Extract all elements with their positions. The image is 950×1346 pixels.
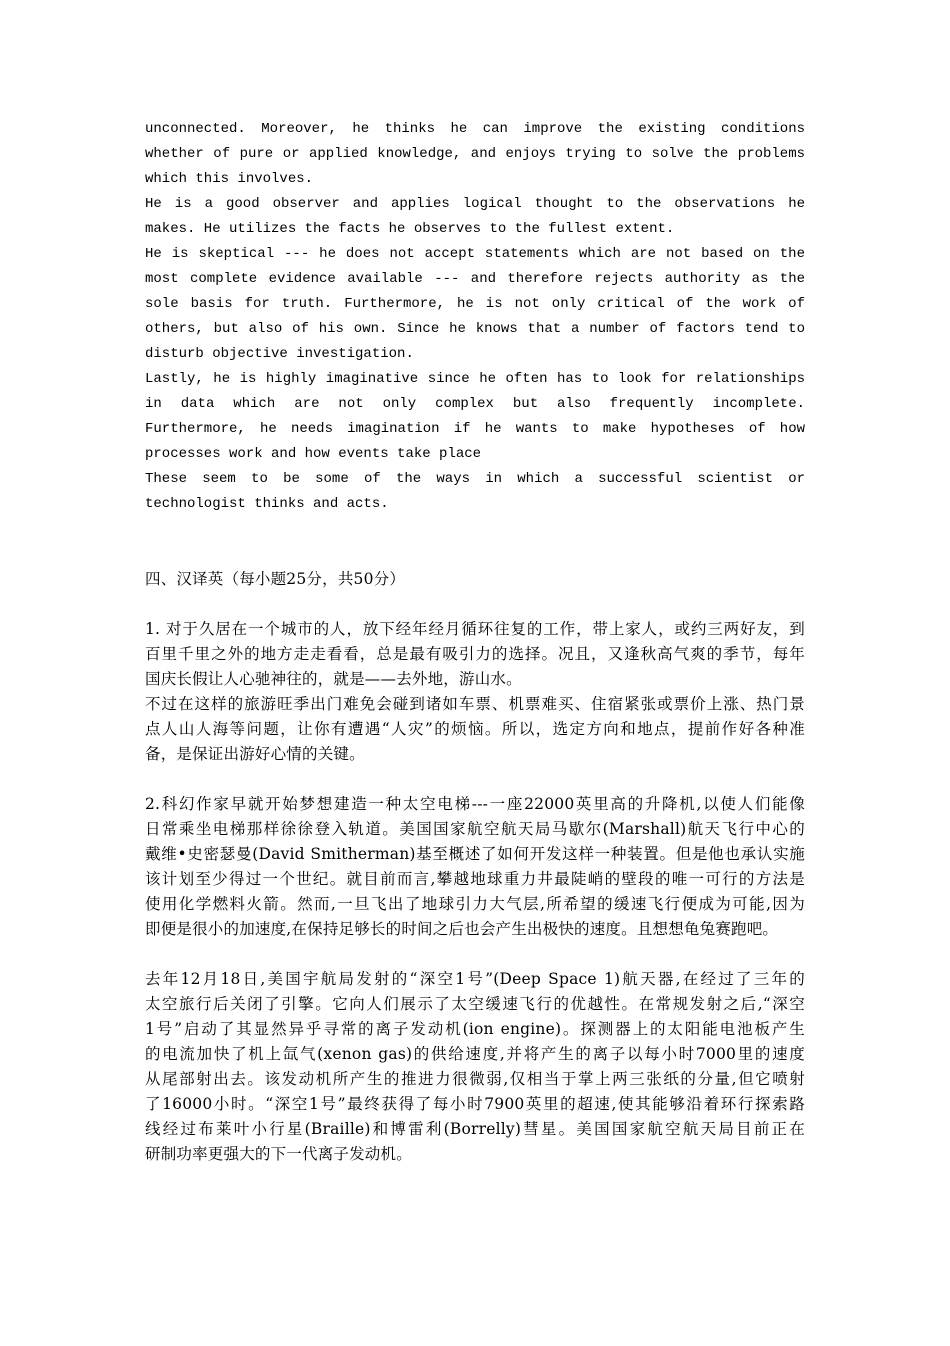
text-line: 了16000小时。“深空1号”最终获得了每小时7900英里的超速,使其能够沿着环行探索路 [145, 1095, 805, 1113]
text-line: which this involves. [145, 171, 314, 187]
text-line: 备，是保证出游好心情的关键。 [145, 745, 365, 763]
english-paragraph-4 [145, 367, 805, 467]
english-paragraph-3 [145, 242, 805, 367]
text-line: Lastly, he is highly imaginative since he often has to look for relationships [145, 371, 805, 387]
text-line: 2.科幻作家早就开始梦想建造一种太空电梯---一座22000英里高的升降机,以使人们能像 [145, 795, 805, 813]
paragraph-gap [145, 767, 805, 792]
text-line: 该计划至少得过一个世纪。就目前而言,攀越地球重力井最陡峭的壁段的唯一可行的方法是 [145, 870, 805, 888]
text-line: 1. 对于久居在一个城市的人，放下经年经月循环往复的工作，带上家人，或约三两好友，到 [145, 620, 805, 638]
text-line: 即便是很小的加速度,在保持足够长的时间之后也会产生出极快的速度。且想想龟兔赛跑吧。 [145, 920, 779, 938]
text-line: technologist thinks and acts. [145, 496, 389, 512]
text-line: 从尾部射出去。该发动机所产生的推进力很微弱,仅相当于掌上两三张纸的分量,但它喷射 [145, 1070, 805, 1088]
text-line: sole basis for truth. Furthermore, he is not only critical of the work of [145, 296, 805, 312]
text-line: whether of pure or applied knowledge, and enjoys trying to solve the problems [145, 146, 805, 162]
section-heading: 四、汉译英（每小题25分，共50分） [145, 570, 406, 588]
document-page [145, 117, 805, 1167]
text-line: 太空旅行后关闭了引擎。它向人们展示了太空缓速飞行的优越性。在常规发射之后,“深空 [145, 995, 805, 1013]
text-line: 1号”启动了其显然异乎寻常的离子发动机(ion engine)。探测器上的太阳能电池板产生 [145, 1020, 805, 1038]
text-line: 国庆长假让人心驰神往的，就是——去外地，游山水。 [145, 670, 522, 688]
text-line: 去年12月18日,美国宇航局发射的“深空1号”(Deep Space 1)航天器,在经过了三年的 [145, 970, 805, 988]
text-line: disturb objective investigation. [145, 346, 414, 362]
text-line: These seem to be some of the ways in which a successful scientist or [145, 471, 805, 487]
text-line: processes work and how events take place [145, 446, 482, 462]
text-line: 使用化学燃料火箭。然而,一旦飞出了地球引力大气层,所希望的缓速飞行便成为可能,因为 [145, 895, 805, 913]
text-line: 研制功率更强大的下一代离子发动机。 [145, 1145, 412, 1163]
question-2-paragraph-2 [145, 967, 805, 1167]
text-line: He is a good observer and applies logical thought to the observations he [145, 196, 805, 212]
text-line: in data which are not only complex but also frequently incomplete. [145, 396, 805, 412]
text-line: Furthermore, he needs imagination if he wants to make hypotheses of how [145, 421, 805, 437]
text-line: makes. He utilizes the facts he observes to the fullest extent. [145, 221, 675, 237]
text-line: 点人山人海等问题，让你有遭遇“人灾”的烦恼。所以，选定方向和地点，提前作好各种准 [145, 720, 805, 738]
text-line: 百里千里之外的地方走走看看，总是最有吸引力的选择。况且，又逢秋高气爽的季节，每年 [145, 645, 805, 663]
question-1 [145, 617, 805, 767]
text-line: 戴维•史密瑟曼(David Smitherman)基至概述了如何开发这样一种装置。但是他也承认实施 [145, 845, 805, 863]
text-line: others, but also of his own. Since he knows that a number of factors tend to [145, 321, 805, 337]
text-line: unconnected. Moreover, he thinks he can improve the existing conditions [145, 121, 805, 137]
text-line: 不过在这样的旅游旺季出门难免会碰到诸如车票、机票难买、住宿紧张或票价上涨、热门景 [145, 695, 805, 713]
english-paragraph-1 [145, 117, 805, 192]
question-2-paragraph-1 [145, 792, 805, 942]
text-line: 日常乘坐电梯那样徐徐登入轨道。美国国家航空航天局马歇尔(Marshall)航天飞行中心的 [145, 820, 805, 838]
text-line: most complete evidence available --- and therefore rejects authority as the [145, 271, 805, 287]
text-line: He is skeptical --- he does not accept statements which are not based on the [145, 246, 805, 262]
text-line: 的电流加快了机上氙气(xenon gas)的供给速度,并将产生的离子以每小时7000里的速度 [145, 1045, 805, 1063]
english-paragraph-5 [145, 467, 805, 517]
english-paragraph-2 [145, 192, 805, 242]
paragraph-gap [145, 942, 805, 967]
text-line: 线经过布莱叶小行星(Braille)和博雷利(Borrelly)彗星。美国国家航空航天局目前正在 [145, 1120, 805, 1138]
